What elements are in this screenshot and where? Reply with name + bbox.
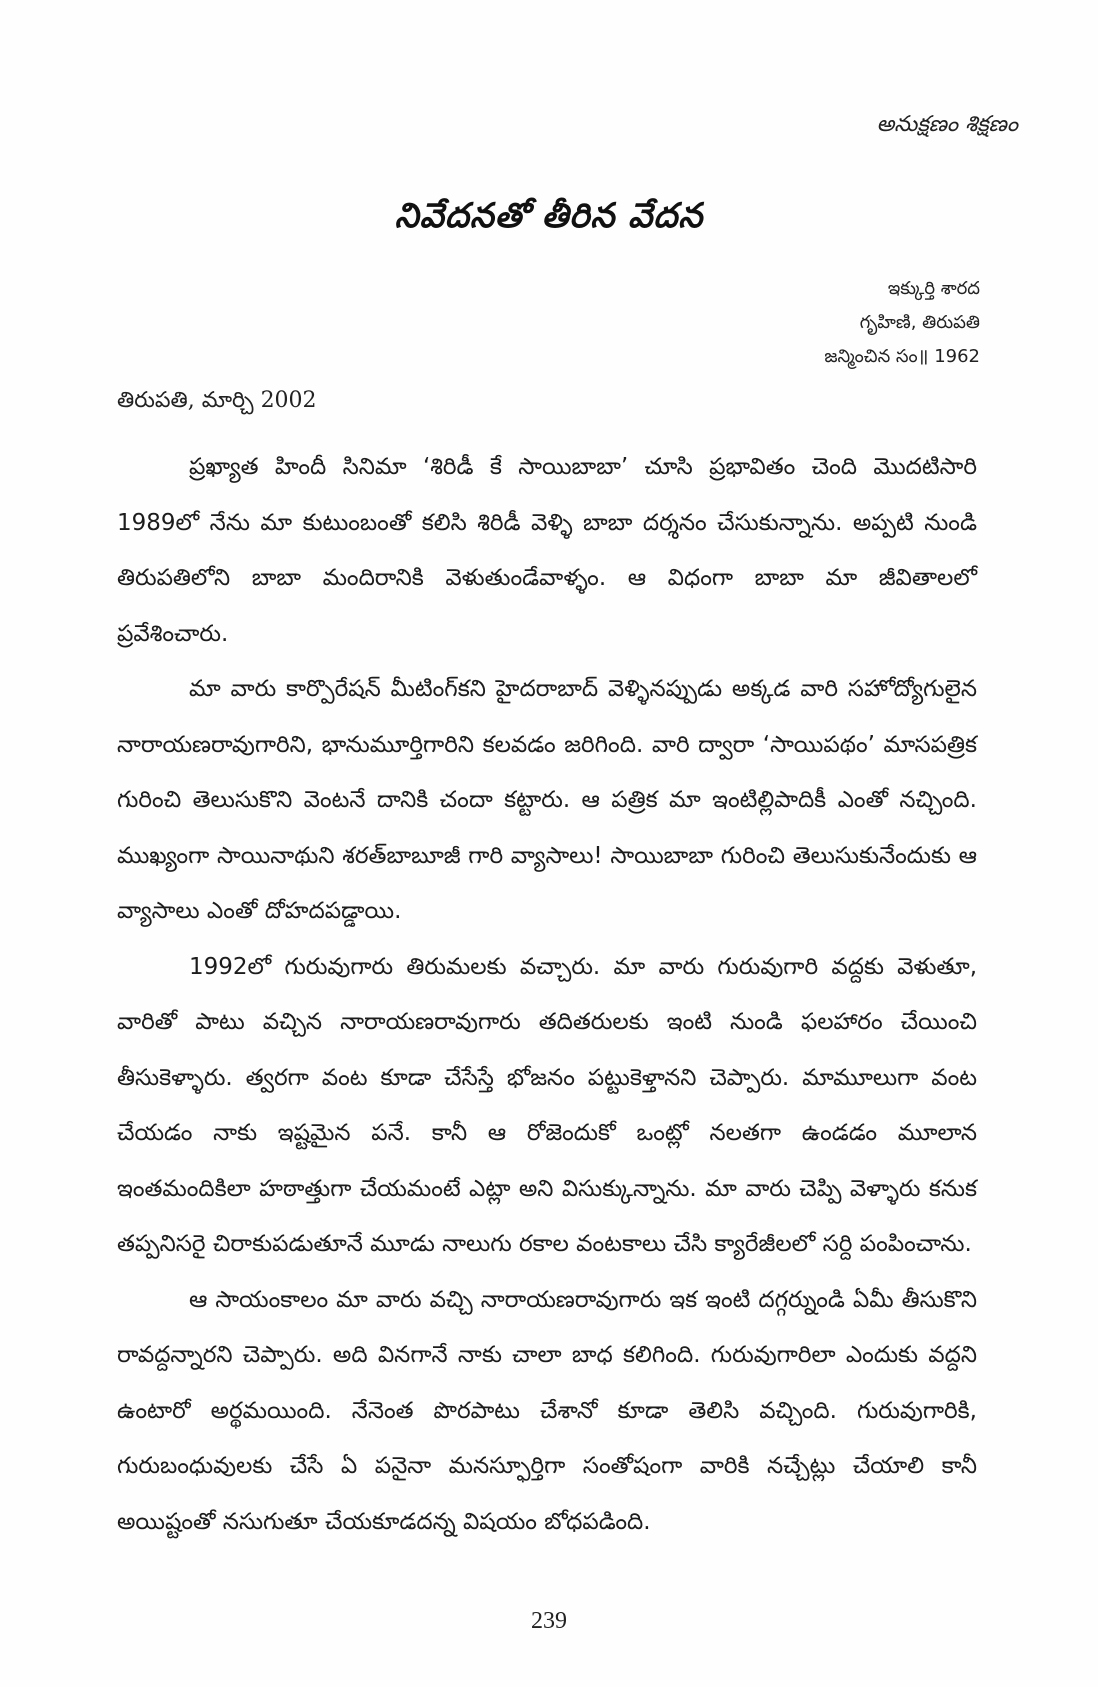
paragraph: 1992లో గురువుగారు తిరుమలకు వచ్చారు. మా వారు గురువుగారి వద్దకు వెళుతూ, వారితో పాటు వచ్చిన నారాయణరావుగారు తదితరులకు ఇంటి నుండి ఫలహారం చేయించి తీసుకెళ్ళారు. త్వరగా వంట కూడా చేసేస్తే భోజనం పట్టుకెళ్తానని చెప్పారు. మామూలుగా వంట చేయడం నాకు ఇష్టమైన పనే. కానీ ఆ రోజెందుకో ఒంట్లో నలతగా ఉండడం మూలాన ఇంతమందికిలా హఠాత్తుగా చేయమంటే ఎట్లా అని విసుక్కున్నాను. మా వారు చెప్పి వెళ్ళారు కనుక తప్పనిసరై చిరాకుపడుతూనే మూడు నాలుగు రకాల వంటకాలు చేసి క్యారేజీలలో సర్ది పంపించాను.: [117, 953, 977, 1257]
byline: [824, 272, 980, 374]
article-body: [117, 440, 977, 1550]
article-title: నివేదనతో తీరిన వేదన: [394, 196, 704, 236]
author-birth-year: జన్మించిన సం॥ 1962: [824, 346, 980, 367]
paragraph: ప్రఖ్యాత హిందీ సినిమా ‘శిరిడీ కే సాయిబాబా’ చూసి ప్రభావితం చెంది మొదటిసారి 1989లో నేను మా కుటుంబంతో కలిసి శిరిడీ వెళ్ళి బాబా దర్శనం చేసుకున్నాను. అప్పటి నుండి తిరుపతిలోని బాబా మందిరానికి వెళుతుండేవాళ్ళం. ఆ విధంగా బాబా మా జీవితాలలో ప్రవేశించారు.: [117, 454, 977, 647]
paragraph: మా వారు కార్పొరేషన్ మీటింగ్‌కని హైదరాబాద్ వెళ్ళినప్పుడు అక్కడ వారి సహోద్యోగులైన నారాయణరావుగారిని, భానుమూర్తిగారిని కలవడం జరిగింది. వారి ద్వారా ‘సాయిపథం’ మాసపత్రిక గురించి తెలుసుకొని వెంటనే దానికి చందా కట్టారు. ఆ పత్రిక మా ఇంటిల్లిపాదికీ ఎంతో నచ్చింది. ముఖ్యంగా సాయినాథుని శరత్‌బాబూజీ గారి వ్యాసాలు! సాయిబాబా గురించి తెలుసుకునేందుకు ఆ వ్యాసాలు ఎంతో దోహదపడ్డాయి.: [117, 676, 977, 924]
dateline: తిరుపతి, మార్చి 2002: [117, 388, 317, 413]
author-occupation-place: గృహిణి, తిరుపతి: [859, 312, 980, 333]
running-head: అనుక్షణం శిక్షణం: [876, 112, 1018, 137]
author-name: ఇక్కుర్తి శారద: [887, 278, 980, 299]
page-number: 239: [531, 1608, 567, 1634]
paragraph: ఆ సాయంకాలం మా వారు వచ్చి నారాయణరావుగారు ఇక ఇంటి దగ్గర్నుండి ఏమీ తీసుకొని రావద్దన్నారని చెప్పారు. అది వినగానే నాకు చాలా బాధ కలిగింది. గురువుగారిలా ఎందుకు వద్దని ఉంటారో అర్థమయింది. నేనెంత పొరపాటు చేశానో కూడా తెలిసి వచ్చింది. గురువుగారికి, గురుబంధువులకు చేసే ఏ పనైనా మనస్ఫూర్తిగా సంతోషంగా వారికి నచ్చేట్లు చేయాలి కానీ అయిష్టంతో నసుగుతూ చేయకూడదన్న విషయం బోధపడింది.: [117, 1286, 977, 1535]
